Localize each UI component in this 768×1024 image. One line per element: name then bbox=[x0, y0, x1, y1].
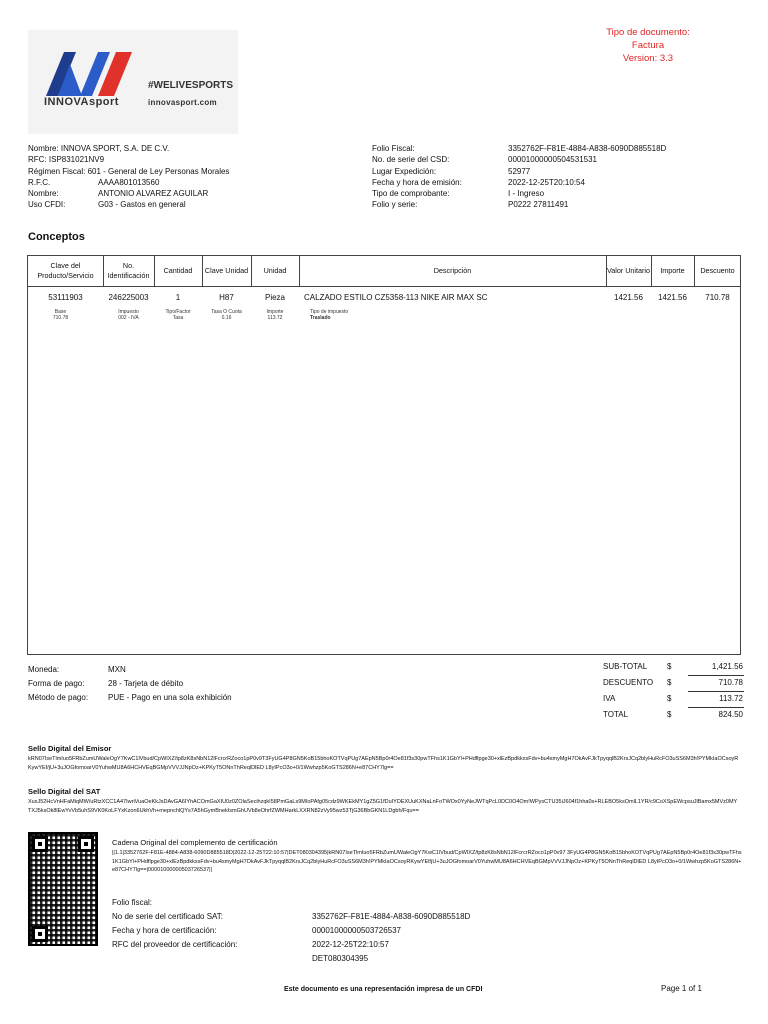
total-value: 824.50 bbox=[718, 710, 743, 719]
fecha-emision: 2022-12-25T20:10:54 bbox=[508, 177, 585, 187]
cert-folio-label: Folio fiscal: bbox=[112, 898, 153, 907]
descuento-label: DESCUENTO bbox=[603, 678, 654, 687]
certification-block bbox=[112, 896, 470, 966]
col-header-clave: Clave del Producto/Servicio bbox=[37, 261, 94, 280]
company-logo bbox=[28, 30, 238, 134]
emisor-receptor-block bbox=[28, 143, 229, 211]
tax-tasa: Tasa O Cuota 0.16 bbox=[211, 309, 242, 321]
col-header-descripcion: Descripción bbox=[433, 266, 472, 275]
row-valor-unitario: 1421.56 bbox=[614, 293, 643, 302]
currency-sign: $ bbox=[667, 662, 672, 671]
sello-sat-text: XusJ52HcVnHFaMiqMW/uRtzXCC1A47IwriVuaOeKkJsDAvGA6IYhACOmGaXIU0z0ZOlaSecihzqkI58PmGaLs9MIoPAfg05cdz9WKEkMY1gZ5G1fDuIYDEXUuKXNaLnFoTWOx0YyNeJWTqPcL0DC0O4Om!WPysCTU35iJ604f1hha0s+RLEBO5ksOmlL1YR/c9CoXSpEWcpsuJlBamx5MVz0MYTXJ5ksOk8lEwYvVb5uhS9VK0KoLFYxKzon6UkhVh+mepnchlQYs7A5hGymBnekIsmGhUVb8eOhrfZWMHarkLXXRN82zVy95wz53TjG36BbGKN1LDgbh/Fqu== bbox=[28, 799, 738, 814]
tax-tipo-factor: Tipo/Factor Tasa bbox=[165, 309, 191, 321]
tax-tipo-impuesto: Tipo de impuesto Traslado bbox=[310, 309, 349, 321]
cert-rfc-label: RFC del proveedor de certificación: bbox=[112, 940, 238, 949]
descuento-value: 710.78 bbox=[718, 678, 743, 687]
receptor-name: ANTONIO ALVAREZ AGUILAR bbox=[98, 189, 209, 199]
row-descuento: 710.78 bbox=[705, 293, 730, 302]
cert-rfc-value: 2022-12-25T22:10:57 bbox=[312, 940, 389, 949]
row-clave: 53111903 bbox=[48, 293, 83, 302]
brand-hashtag: #WELIVESPORTS bbox=[148, 80, 234, 91]
cadena-title: Cadena Original del complemento de certificación bbox=[112, 838, 278, 847]
iva-label: IVA bbox=[603, 694, 616, 703]
tax-impuesto: Impuesto 002 - IVA bbox=[118, 309, 139, 321]
uso-cfdi-label: Uso CFDI: bbox=[28, 200, 66, 210]
uso-cfdi: G03 - Gastos en general bbox=[98, 200, 186, 210]
tax-importe: Importe 113.72 bbox=[266, 309, 284, 321]
col-header-unidad: Unidad bbox=[263, 266, 287, 275]
col-header-identificacion: No. Identificación bbox=[107, 261, 150, 280]
iva-value: 113.72 bbox=[719, 694, 743, 703]
total-label: TOTAL bbox=[603, 710, 629, 719]
col-header-clave-unidad: Clave Unidad bbox=[204, 266, 249, 275]
row-clave-unidad: H87 bbox=[219, 293, 234, 302]
subtotal-value: 1,421.56 bbox=[711, 662, 743, 671]
iva-row bbox=[603, 692, 743, 708]
tipo-comprobante-label: Tipo de comprobante: bbox=[372, 189, 450, 199]
document-type-block bbox=[580, 26, 716, 65]
col-header-importe: Importe bbox=[660, 266, 685, 275]
sello-emisor-text: kRN07IseTlmIuo5FRbZumUWaleOgY7KwC1lVbud/CpWIXZ/tp8zK8sNbN12lFcrcrRZoco1pP0v9T3FyUG4P8GN5KoB15bhoKOTVqPUg7AEpN5Bp0r4Oe81f3s30pwTFhs1K1GbYl+PHdflpge30+xlEzBpdkkxsFdv+bu4smyMgH7OkAvFJkTpyqqlB2KrsJCq2blyHuRcFO3uSS6M3h!PYMkIaOCsoyRKywYEf/jU+3uJOGfomoarV0YuhwMU8A6HCHVEqBGMpVVVJJNpOz+KPKyT5ONnThReqlDlED L8yIPcO3o+0/1Wwhzp5KoGTS286N+e87CHY7lg== bbox=[28, 756, 739, 771]
brand-site: innovasport.com bbox=[148, 98, 217, 107]
metodo-pago: PUE - Pago en una sola exhibición bbox=[108, 693, 232, 702]
cadena-text: ||1.1|3352762F-F81E-4884-A838-6090D885518D|2022-12-25T22:10:57|DET080304395|kRN07IseTlmIuo5FRbZumUWaleOgY7KwC1lVbud/CpWIXZ/tp8zK8sNbN12lFcrcrRZoco1pP0v97 3FyUG4P8GN5KoB15bhoKOTVqPUg7AEpN5Bp0r4Oe81f3s30pwTFhs1K1GbYl+PHdflpge30+xlEzBpdkkxsFdv+bu4smyMgH7OkAvFJkTpyqqlB2KrsJCq2blyHuRcFO3uSS6M3h!PYMkIaOCsoyRKywYEf/jU+3uJOGfomoarV0YuhwMU8A6HCHVEqBGMpVVVJJNpOz+KPKyT5ONnThReqlDlED L8yIPcO3o+0/1Wwhzp5KoGTS286N+e87CHY7lg==|00001000000503726537|| bbox=[112, 850, 742, 873]
row-descripcion: CALZADO ESTILO CZ5358-113 NIKE AIR MAX SC bbox=[304, 293, 488, 302]
col-header-cantidad: Cantidad bbox=[163, 266, 193, 275]
serie-csd: 00001000000504531531 bbox=[508, 155, 597, 165]
total-row bbox=[603, 708, 743, 724]
cert-fecha-label: Fecha y hora de certificación: bbox=[112, 926, 217, 935]
emisor-rfc: RFC: ISP831021NV9 bbox=[28, 155, 105, 165]
cadena-original-block bbox=[112, 838, 742, 875]
sello-emisor-block bbox=[28, 744, 740, 772]
subtotal-row bbox=[603, 660, 743, 676]
folio-fiscal: 3352762F-F81E-4884-A838-6090D885518D bbox=[508, 144, 667, 153]
receptor-rfc-label: R.F.C. bbox=[28, 177, 51, 187]
receptor-name-label: Nombre: bbox=[28, 189, 59, 199]
currency-sign: $ bbox=[667, 710, 672, 719]
serie-csd-label: No. de serie del CSD: bbox=[372, 155, 450, 165]
row-identificacion: 246225003 bbox=[108, 293, 149, 302]
subtotal-label: SUB-TOTAL bbox=[603, 662, 648, 671]
emisor-name: Nombre: INNOVA SPORT, S.A. DE C.V. bbox=[28, 144, 170, 153]
payment-block bbox=[28, 663, 232, 705]
brand-name: INNOVAsport bbox=[44, 96, 119, 108]
qr-code bbox=[28, 832, 98, 946]
col-header-valor-unitario: Valor Unitario bbox=[606, 266, 650, 275]
cert-extra-value: DET080304395 bbox=[312, 954, 369, 963]
lugar-expedicion-label: Lugar Expedición: bbox=[372, 166, 437, 176]
footer-note: Este documento es una representación impresa de un CFDI bbox=[284, 986, 483, 993]
row-importe: 1421.56 bbox=[658, 293, 687, 302]
conceptos-table bbox=[27, 255, 741, 655]
currency-sign: $ bbox=[667, 694, 672, 703]
cert-serie-label: No de serie del certificado SAT: bbox=[112, 912, 224, 921]
innovasport-logo-mark bbox=[46, 52, 138, 98]
sello-emisor-title: Sello Digital del Emisor bbox=[28, 744, 112, 753]
sello-sat-block bbox=[28, 787, 740, 815]
row-cantidad: 1 bbox=[175, 293, 181, 302]
conceptos-title: Conceptos bbox=[28, 231, 85, 243]
cert-fecha-value: 00001000000503726537 bbox=[312, 926, 401, 935]
col-header-descuento: Descuento bbox=[700, 266, 735, 275]
row-unidad: Pieza bbox=[264, 293, 285, 302]
document-type-value: Factura bbox=[631, 40, 665, 51]
document-type-label: Tipo de documento: bbox=[606, 27, 690, 38]
fecha-emision-label: Fecha y hora de emisión: bbox=[372, 177, 462, 187]
moneda: MXN bbox=[108, 665, 126, 674]
emisor-regimen: Régimen Fiscal: 601 - General de Ley Personas Morales bbox=[28, 166, 230, 176]
lugar-expedicion: 52977 bbox=[508, 166, 531, 176]
forma-pago: 28 - Tarjeta de débito bbox=[108, 679, 184, 688]
cert-serie-value: 3352762F-F81E-4884-A838-6090D885518D bbox=[312, 912, 471, 921]
page-number: Page 1 of 1 bbox=[661, 984, 702, 993]
receptor-rfc: AAAA801013560 bbox=[98, 177, 160, 187]
document-version: Version: 3.3 bbox=[622, 53, 674, 64]
folio-serie-label: Folio y serie: bbox=[372, 200, 418, 210]
fiscal-info-block bbox=[372, 143, 666, 211]
moneda-label: Moneda: bbox=[28, 665, 60, 674]
currency-sign: $ bbox=[667, 678, 672, 687]
folio-serie: P0222 27811491 bbox=[508, 200, 569, 210]
tax-base: Base 710.78 bbox=[52, 309, 69, 321]
sello-sat-title: Sello Digital del SAT bbox=[28, 787, 101, 796]
forma-pago-label: Forma de pago: bbox=[28, 679, 85, 688]
descuento-row bbox=[603, 676, 743, 692]
folio-fiscal-label: Folio Fiscal: bbox=[372, 144, 415, 153]
metodo-pago-label: Método de pago: bbox=[28, 693, 89, 702]
tipo-comprobante: I - Ingreso bbox=[508, 189, 545, 199]
